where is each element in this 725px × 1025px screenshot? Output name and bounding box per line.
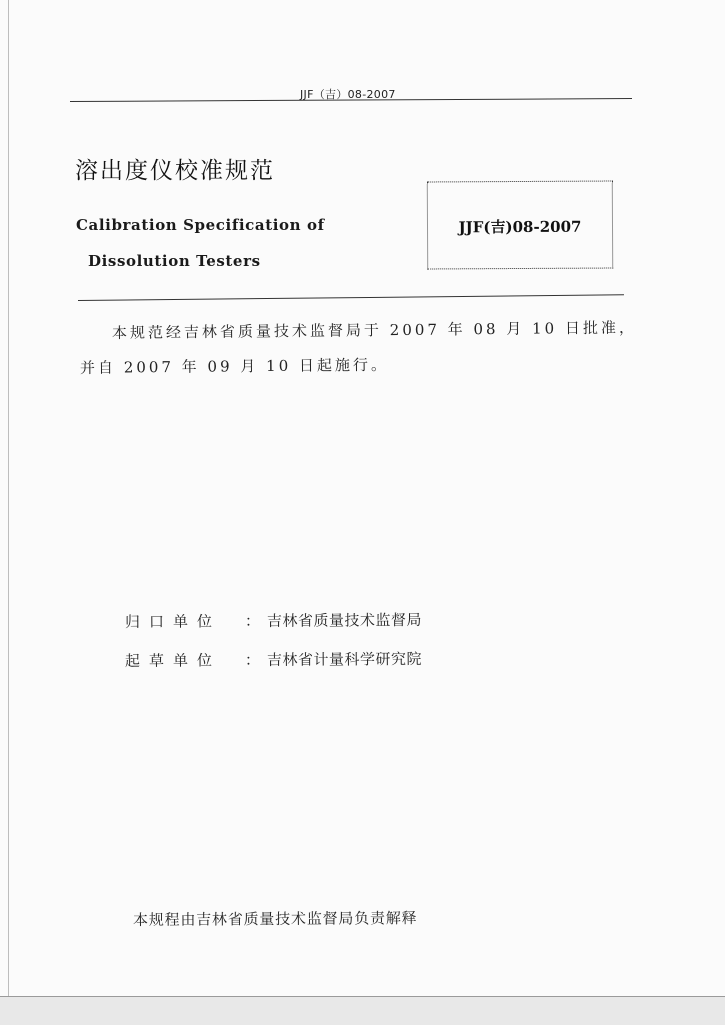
page-left-edge — [8, 0, 9, 1000]
scan-bottom-edge — [0, 996, 725, 1025]
info-separator: ： — [244, 612, 261, 631]
info-value: 吉林省质量技术监督局 — [266, 610, 423, 631]
info-row-drafting-unit — [125, 648, 422, 671]
approval-statement-line1: 本规范经吉林省质量技术监督局于 2007 年 08 月 10 日批准， — [111, 318, 638, 342]
info-label: 归口单位 — [124, 612, 222, 631]
interpretation-note: 本规程由吉林省质量技术监督局负责解释 — [132, 909, 418, 929]
info-separator: ： — [244, 651, 261, 670]
title-divider-rule — [78, 294, 624, 301]
info-label: 起草单位 — [124, 651, 222, 670]
document-title-english-line2: Dissolution Testers — [88, 252, 261, 270]
standard-code-box — [427, 181, 613, 270]
standard-code-box-text: JJF(吉)08-2007 — [458, 217, 582, 237]
document-title-english-line1: Calibration Specification of — [76, 216, 325, 234]
header-standard-code: JJF（吉）08-2007 — [300, 88, 396, 101]
document-title-chinese: 溶出度仪校准规范 — [75, 158, 275, 184]
info-value: 吉林省计量科学研究院 — [266, 649, 423, 670]
approval-statement-line2: 并自 2007 年 09 月 10 日起施行。 — [79, 355, 390, 377]
info-row-responsible-unit — [125, 609, 422, 632]
